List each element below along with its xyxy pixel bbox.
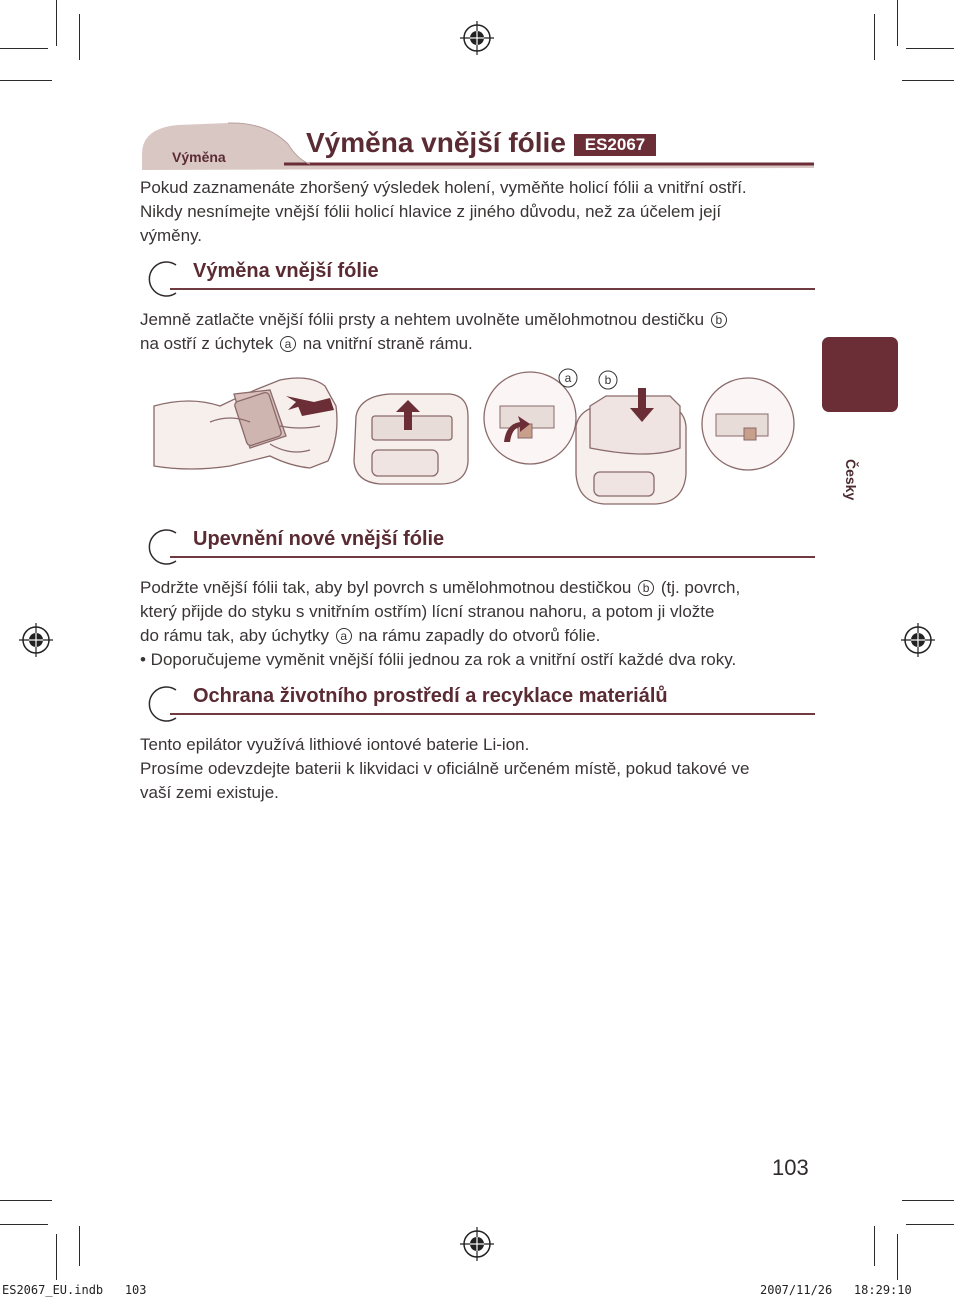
- language-tab: [822, 337, 898, 412]
- section-heading-text: Výměna vnější fólie: [193, 260, 379, 282]
- heading-arc-icon: [142, 527, 182, 567]
- text-segment: do rámu tak, aby úchytky: [140, 626, 329, 645]
- section-heading-environment: [140, 684, 815, 724]
- text-segment: na rámu zapadly do otvorů fólie.: [358, 626, 601, 645]
- section3-text: [140, 733, 749, 805]
- text-segment: Podržte vnější fólii tak, aby byl povrch s umělohmotnou destičkou: [140, 578, 632, 597]
- section-heading-remove-foil: [140, 259, 815, 299]
- text-segment: Jemně zatlačte vnější fólii prsty a nehtem uvolněte umělohmotnou destičku: [140, 310, 705, 329]
- registration-mark-right: [901, 623, 935, 657]
- marker-b: b: [638, 580, 654, 596]
- marker-a: a: [280, 336, 296, 352]
- registration-mark-top: [460, 21, 494, 55]
- intro-line: Nikdy nesnímejte vnější fólii holicí hlavice z jiného důvodu, než za účelem její: [140, 202, 722, 221]
- label-b: b: [604, 373, 612, 387]
- text-line: Prosíme odevzdejte baterii k likvidaci v oficiálně určeném místě, pokud takové ve: [140, 759, 750, 778]
- footer-file: ES2067_EU.indb 103: [2, 1283, 147, 1297]
- heading-rule: [170, 556, 815, 558]
- model-badge: ES2067: [574, 134, 656, 156]
- page-title: Výměna vnější fólie: [306, 127, 566, 158]
- section1-text: [140, 308, 729, 356]
- text-segment: (tj. povrch,: [660, 578, 741, 597]
- frame-illustration: [576, 396, 686, 504]
- heading-rule: [170, 713, 815, 715]
- section-heading-attach-foil: [140, 527, 815, 567]
- intro-line: Pokud zaznamenáte zhoršený výsledek holení, vyměňte holicí fólii a vnitřní ostří.: [140, 178, 747, 197]
- header-tab-label: Výměna: [172, 149, 226, 165]
- heading-arc-icon: [142, 259, 182, 299]
- text-line: který přijde do styku s vnitřním ostřím) lícní stranou nahoru, a potom ji vložte: [140, 602, 715, 621]
- section2-text: [140, 576, 740, 672]
- label-a: a: [564, 371, 572, 385]
- text-line: vaší zemi existuje.: [140, 783, 279, 802]
- section-heading-text: Upevnění nové vnější fólie: [193, 528, 445, 550]
- footer-datetime: 2007/11/26 18:29:10: [760, 1283, 912, 1297]
- hands-illustration: [154, 378, 337, 469]
- marker-b: b: [711, 312, 727, 328]
- foil-removal-illustration: [150, 366, 800, 511]
- heading-arc-icon: [142, 684, 182, 724]
- heading-rule: [170, 288, 815, 290]
- language-label: Česky: [843, 459, 859, 501]
- text-line: Tento epilátor využívá lithiové iontové baterie Li-ion.: [140, 735, 530, 754]
- registration-mark-left: [19, 623, 53, 657]
- intro-text: [140, 176, 747, 248]
- text-segment: na ostří z úchytek: [140, 334, 274, 353]
- text-segment: na vnitřní straně rámu.: [302, 334, 473, 353]
- marker-a: a: [336, 628, 352, 644]
- bullet-note: • Doporučujeme vyměnit vnější fólii jednou za rok a vnitřní ostří každé dva roky.: [140, 650, 737, 669]
- intro-line: výměny.: [140, 226, 203, 245]
- registration-mark-bottom: [460, 1227, 494, 1261]
- section-heading-text: Ochrana životního prostředí a recyklace materiálů: [193, 685, 668, 707]
- page-number: 103: [772, 1155, 809, 1180]
